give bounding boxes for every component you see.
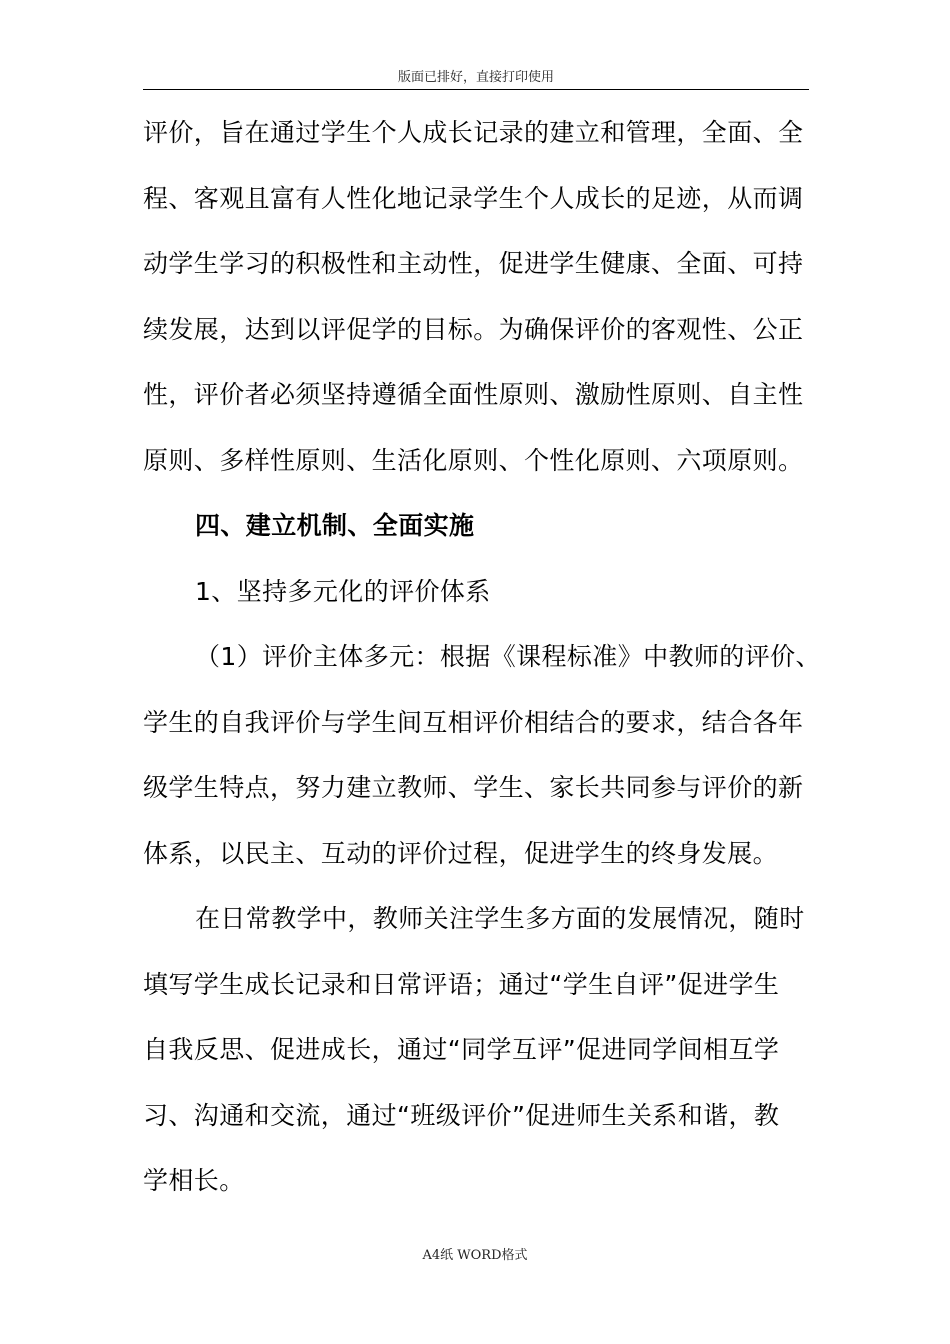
paragraph-line: 性，评价者必须坚持遵循全面性原则、激励性原则、自主性 bbox=[143, 380, 804, 409]
page-header: 版面已排好，直接打印使用 bbox=[397, 70, 554, 85]
header-divider bbox=[143, 89, 809, 90]
paragraph-line: 动学生学习的积极性和主动性，促进学生健康、全面、可持 bbox=[143, 249, 804, 278]
paragraph-line: 续发展，达到以评促学的目标。为确保评价的客观性、公正 bbox=[143, 314, 804, 344]
section-heading: 四、建立机制、全面实施 bbox=[195, 511, 475, 540]
paragraph-line: 程、客观且富有人性化地记录学生个人成长的足迹，从而调 bbox=[143, 183, 804, 213]
paragraph-line: 学相长。 bbox=[143, 1166, 245, 1195]
paragraph-line: 体系，以民主、互动的评价过程，促进学生的终身发展。 bbox=[143, 838, 779, 868]
paragraph-line: 自我反思、促进成长，通过“同学互评”促进同学间相互学 bbox=[143, 1035, 780, 1064]
paragraph-line: （1）评价主体多元：根据《课程标准》中教师的评价、 bbox=[195, 642, 821, 671]
paragraph-line: 习、沟通和交流，通过“班级评价”促进师生关系和谐，教 bbox=[143, 1100, 780, 1130]
paragraph-line: 评价，旨在通过学生个人成长记录的建立和管理，全面、全 bbox=[143, 118, 804, 147]
subsection-heading: 1、坚持多元化的评价体系 bbox=[195, 576, 491, 606]
document-body bbox=[143, 100, 821, 1214]
paragraph-line: 学生的自我评价与学生间互相评价相结合的要求，结合各年 bbox=[143, 707, 804, 737]
paragraph-line: 填写学生成长记录和日常评语；通过“学生自评”促进学生 bbox=[143, 969, 780, 999]
paragraph-line: 级学生特点，努力建立教师、学生、家长共同参与评价的新 bbox=[143, 773, 804, 802]
paragraph-line: 在日常教学中，教师关注学生多方面的发展情况，随时 bbox=[195, 904, 805, 933]
paragraph-line: 原则、多样性原则、生活化原则、个性化原则、六项原则。 bbox=[143, 445, 804, 475]
page-footer: A4纸 WORD格式 bbox=[422, 1248, 528, 1263]
